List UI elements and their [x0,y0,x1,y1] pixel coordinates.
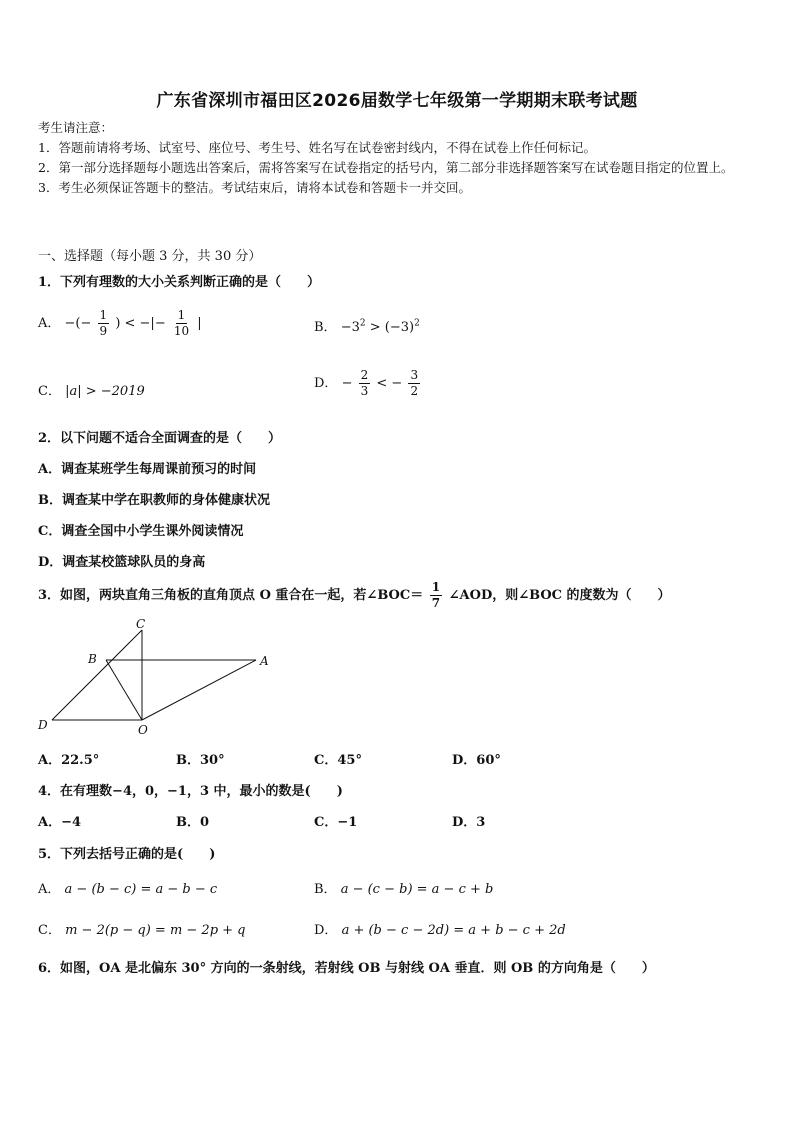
q1-b-exp2: 2 [414,318,420,329]
q1-b-term2: > (−3) [365,320,415,335]
section-heading: 一、选择题（每小题 3 分，共 30 分） [38,249,262,264]
q2-option-d: D．调查某校篮球队员的身高 [38,555,206,570]
q1-d-part2: < − [376,376,403,391]
label-B: B [88,652,97,666]
q3-stem-after: ∠AOD，则∠BOC 的度数为（ ） [448,588,671,603]
q3-option-b: B．30° [176,753,225,768]
q1-a-label: A． [38,316,61,331]
q5-option-d [314,919,566,938]
q1-d-label: D． [314,376,338,391]
q1-d-frac2-den: 2 [410,384,419,398]
q5-a-label: A． [38,882,61,897]
q1-option-d [314,368,422,399]
q5-b-label: B． [314,882,337,897]
q1-d-part1: − [341,376,353,391]
q3-fraction [430,580,442,611]
notice-item-3: 3．考生必须保证答题卡的整洁。考试结束后，请将本试卷和答题卡一并交回。 [38,180,471,195]
notice-item-2: 2．第一部分选择题每小题选出答案后，需将答案写在试卷指定的括号内，第二部分非选择题答案写在试卷题目指定的位置上。 [38,160,734,175]
q5-option-b [314,878,493,897]
q1-b-term1: −3 [340,320,360,335]
q1-a-frac2 [172,308,191,339]
q1-option-a [38,308,202,339]
label-O: O [138,723,148,737]
q1-a-frac1-den: 9 [99,324,108,338]
q5-stem: 5．下列去括号正确的是( ) [38,847,216,862]
segment-BO [106,660,142,720]
q3-stem-before: 3．如图，两块直角三角板的直角顶点 O 重合在一起，若∠BOC＝ [38,588,424,603]
q4-option-c: C．−1 [314,815,358,830]
q1-option-c [38,380,145,399]
q2-option-c: C．调查全国中小学生课外阅读情况 [38,524,244,539]
q4-stem: 4．在有理数−4，0，−1，3 中，最小的数是( ) [38,784,343,799]
q1-a-frac1-num: 1 [99,308,108,322]
notice-item-1: 1．答题前请将考场、试室号、座位号、考生号、姓名写在试卷密封线内，不得在试卷上作任何标记。 [38,140,596,155]
q1-a-frac2-den: 10 [173,324,190,338]
q3-figure [30,616,290,741]
q1-d-frac2 [408,368,420,399]
q5-option-a [38,878,217,897]
q1-option-b [314,316,420,335]
q1-b-label: B． [314,320,337,335]
q5-d-expr: a + (b − c − 2d) = a + b − c + 2d [341,923,566,938]
q3-frac-den: 7 [431,596,441,610]
q1-a-frac2-num: 1 [177,308,186,322]
q5-a-expr: a − (b − c) = a − b − c [64,882,218,897]
q3-stem [38,580,671,611]
q3-option-d: D．60° [452,753,501,768]
q5-c-expr: m − 2(p − q) = m − 2p + q [65,923,246,938]
q1-d-frac1-den: 3 [360,384,369,398]
segment-CD [52,630,142,720]
q1-a-part2: ) < −|− [115,316,166,331]
q2-option-b: B．调查某中学在职教师的身体健康状况 [38,493,270,508]
q5-c-label: C． [38,923,61,938]
segment-AO [142,660,256,720]
q3-frac-num: 1 [431,580,441,594]
notice-heading: 考生请注意： [38,120,114,135]
q1-stem: 1．下列有理数的大小关系判断正确的是（ ） [38,275,321,290]
q5-option-c [38,919,246,938]
q3-option-c: C．45° [314,753,362,768]
q1-c-label: C． [38,384,61,399]
q4-option-d: D．3 [452,815,486,830]
label-D: D [38,718,48,732]
q1-a-part3: | [197,316,202,331]
q4-option-b: B．0 [176,815,210,830]
q1-a-frac1 [98,308,110,339]
q1-a-part1: −(− [64,316,92,331]
q2-stem: 2．以下问题不适合全面调查的是（ ） [38,431,282,446]
notice [38,118,758,198]
q4-option-a: A．−4 [38,815,82,830]
q1-d-frac1 [359,368,371,399]
label-A: A [260,654,269,668]
q5-d-label: D． [314,923,338,938]
q5-b-expr: a − (c − b) = a − c + b [340,882,494,897]
q3-option-a: A．22.5° [38,753,100,768]
page-title: 广东省深圳市福田区2026届数学七年级第一学期期末联考试题 [156,91,638,111]
q1-d-frac2-num: 3 [410,368,419,382]
q1-b-exp1: 2 [359,318,366,329]
q1-c-expr: |a| > −2019 [65,384,145,399]
q6-stem: 6．如图，OA 是北偏东 30° 方向的一条射线，若射线 OB 与射线 OA 垂直．则 OB 的方向角是（ ） [38,961,655,976]
q2-option-a: A．调查某班学生每周课前预习的时间 [38,462,257,477]
q1-d-frac1-num: 2 [360,368,369,382]
label-C: C [136,617,146,631]
